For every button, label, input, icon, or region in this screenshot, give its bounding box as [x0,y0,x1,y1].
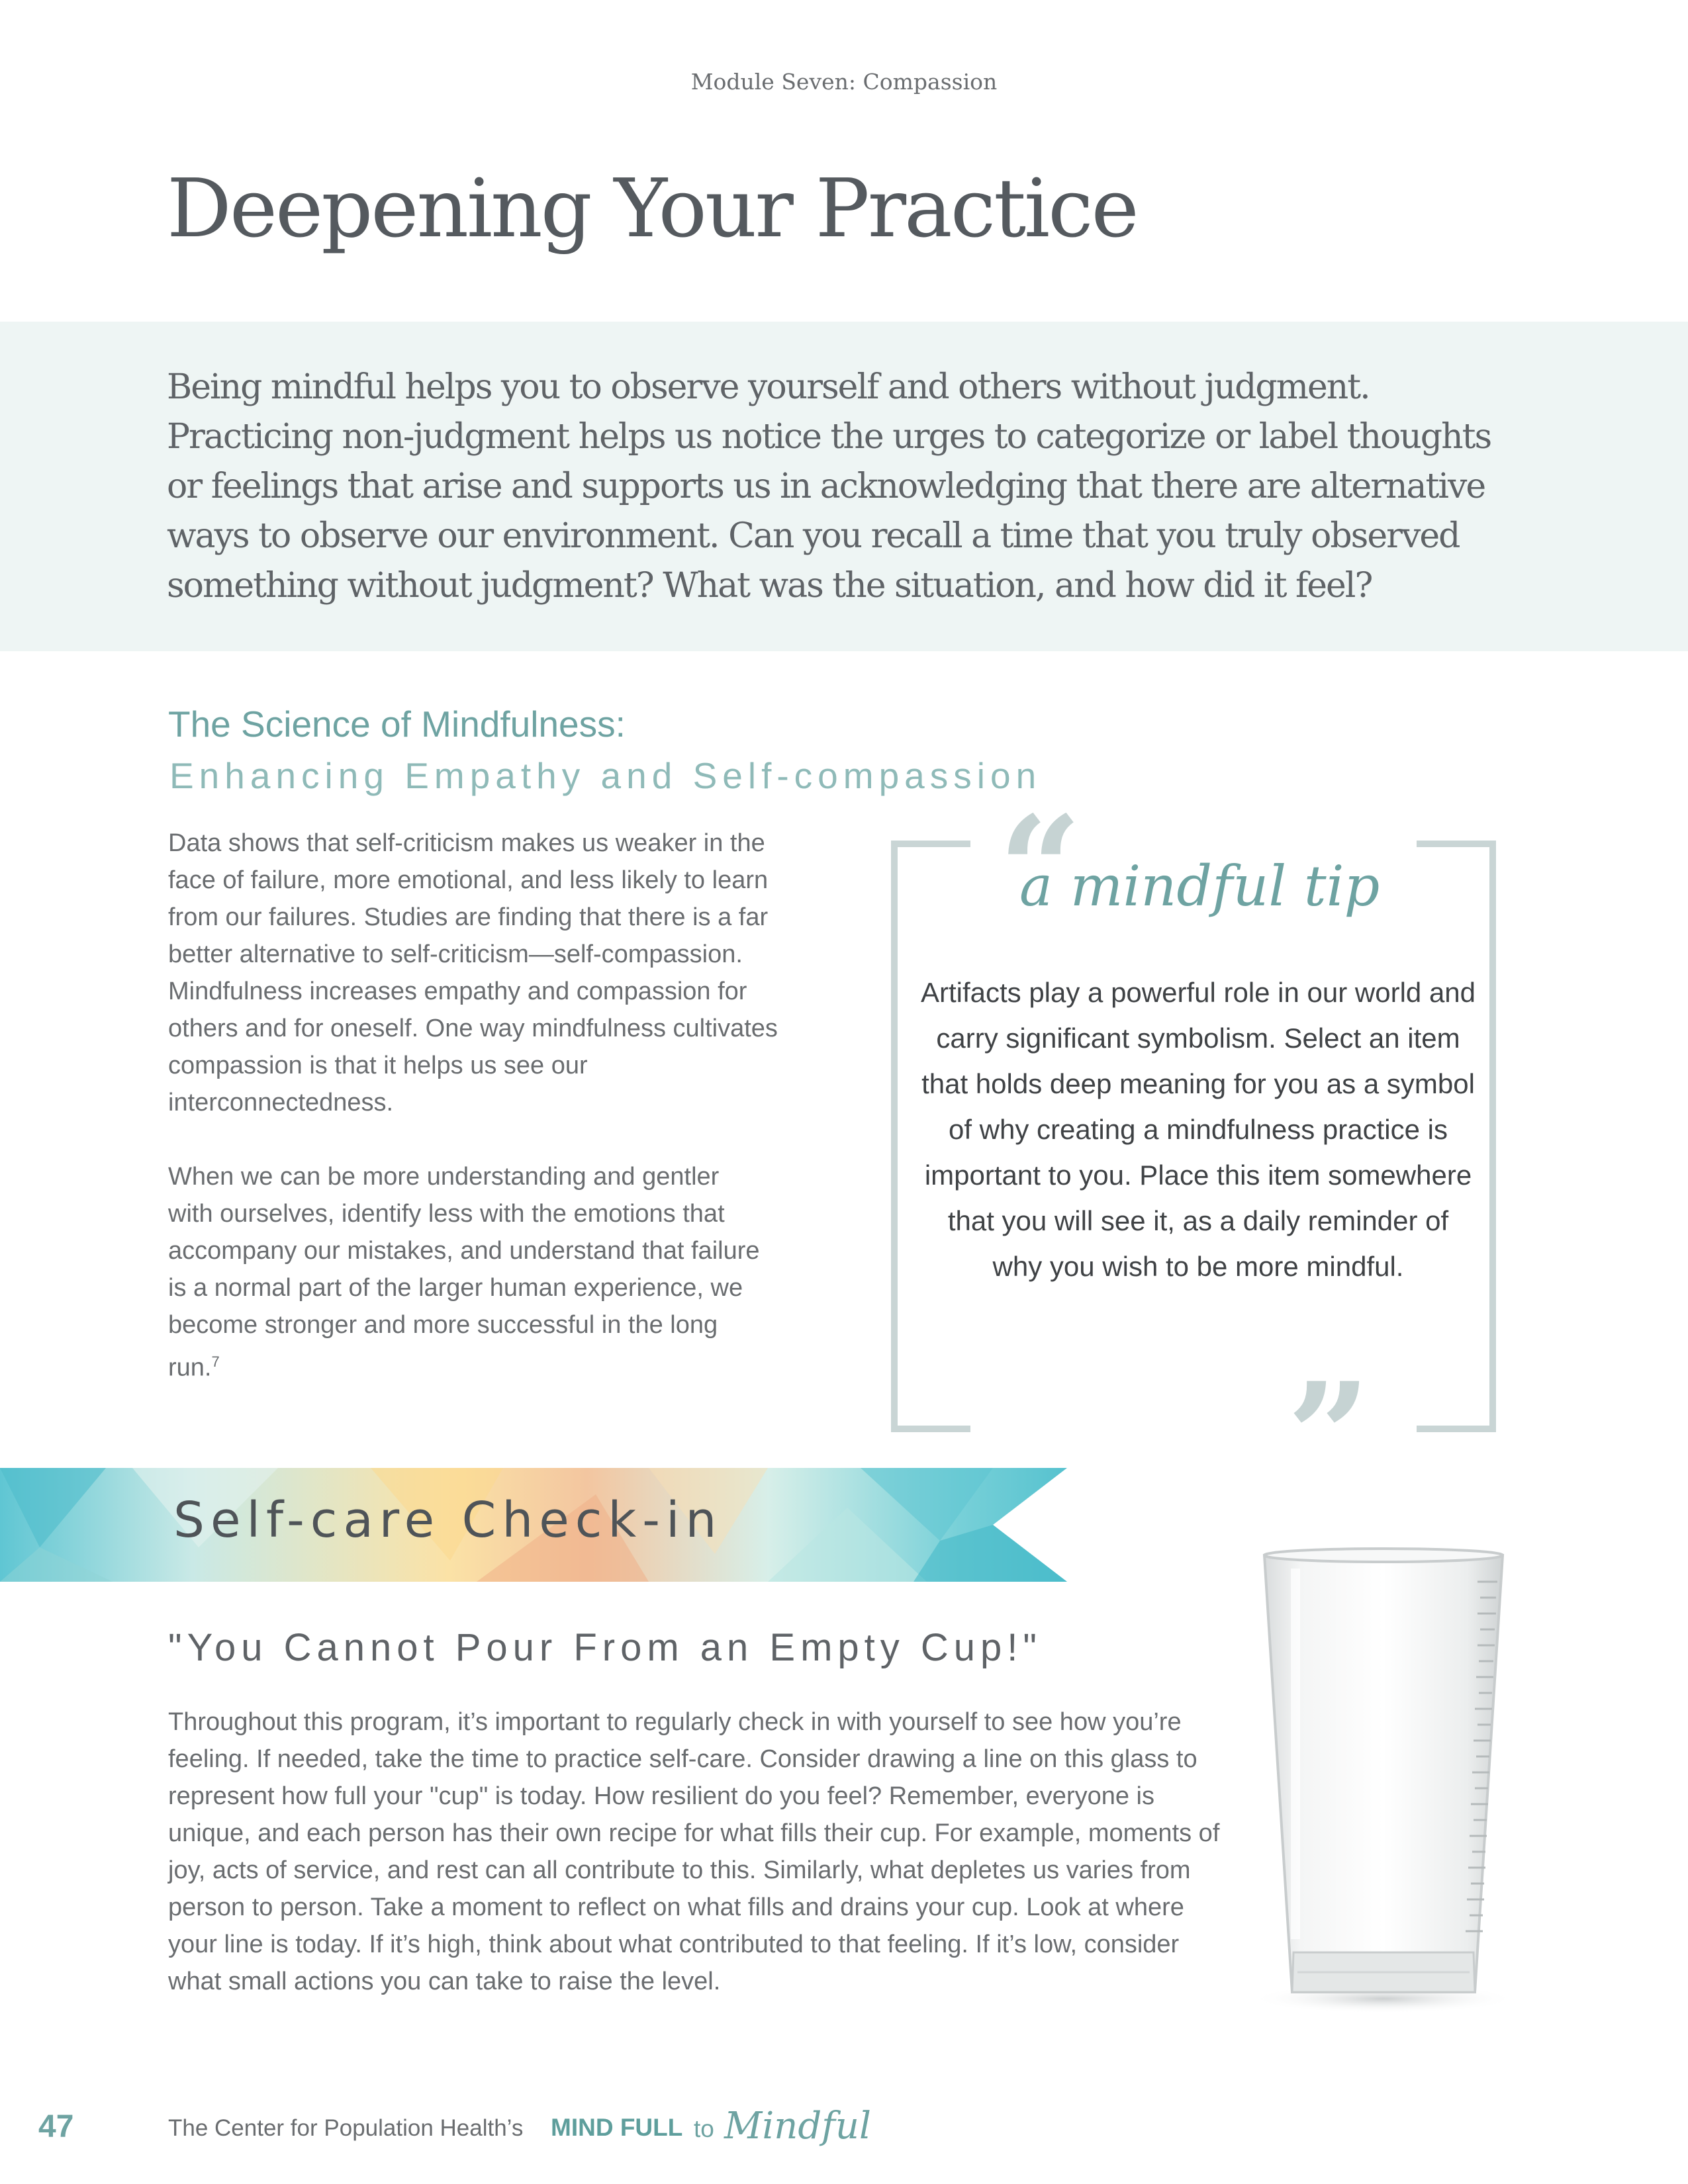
footer-brand: MIND FULL [551,2114,683,2141]
page-title: Deepening Your Practice [167,161,1137,255]
footnote-marker: 7 [211,1353,220,1370]
science-paragraph-2-text: When we can be more understanding and gentler with ourselves, identify less with the emotions that accompany our mistakes, and understand that failure is a normal part of the larger human experience, we become stronger and more successful in the long run. [168,1163,760,1382]
page-number: 47 [38,2109,74,2144]
footer-to: to [694,2115,714,2142]
science-subtitle: Enhancing Empathy and Self-compassion [169,755,1042,796]
intro-text: Being mindful helps you to observe yourself and others without judgment. Practicing non-judgment helps us notice the urges to categorize or label thoughts or feelings that arise and supports us in acknowledging that there are alternative ways to observe our environment. Can you recall a time that you truly observed something without judgment? What was the situation, and how did it feel? [167,367,1491,606]
footer-mindful-logo: Mindful [724,2105,871,2148]
open-quote-icon: “ [998,784,1082,955]
tip-text: Artifacts play a powerful role in our world and carry significant symbolism. Select an item that holds deep meaning for you as a symbol of why creating a mindfulness practice is important to you. Place this item somewhere that you will see it, as a daily reminder of why you wish to be more mindful. [920,977,1476,1282]
empty-glass-image [1244,1542,1523,2019]
footer-org: The Center for Population Health’s [168,2115,524,2141]
science-title: The Science of Mindfulness: [168,704,626,745]
module-header: Module Seven: Compassion [690,69,998,95]
science-paragraph-1: Data shows that self-criticism makes us weaker in the face of failure, more emotional, and less likely to learn from our failures. Studies are finding that there is a far better alternative to self-criticism—self-compassion. Mindfulness increases empathy and compassion for others and for oneself. One way mindfulness cultivates compassion is that it helps us see our interconnectedness. [168,829,778,1116]
banner-title: Self-care Check-in [173,1492,723,1549]
cup-quote: "You Cannot Pour From an Empty Cup!" [168,1626,1042,1669]
close-quote-icon: ” [1287,1350,1371,1522]
cup-text: Throughout this program, it’s important to regularly check in with yourself to see how you’re feeling. If needed, take the time to practice self-care. Consider drawing a line on this glass to represent how full your "cup" is today. How resilient do you feel? Remember, everyone is unique, and each person has their own recipe for what fills their cup. For example, moments of joy, acts of service, and rest can all contribute to this. Similarly, what depletes us varies from person to person. Take a moment to reflect on what fills and drains your cup. Look at where your line is today. If it’s high, think about what contributed to that feeling. If it’s low, consider what small actions you can take to raise the level. [168,1708,1220,1995]
science-paragraph-2 [168,1158,764,1387]
tip-label: a mindful tip [1019,854,1380,919]
